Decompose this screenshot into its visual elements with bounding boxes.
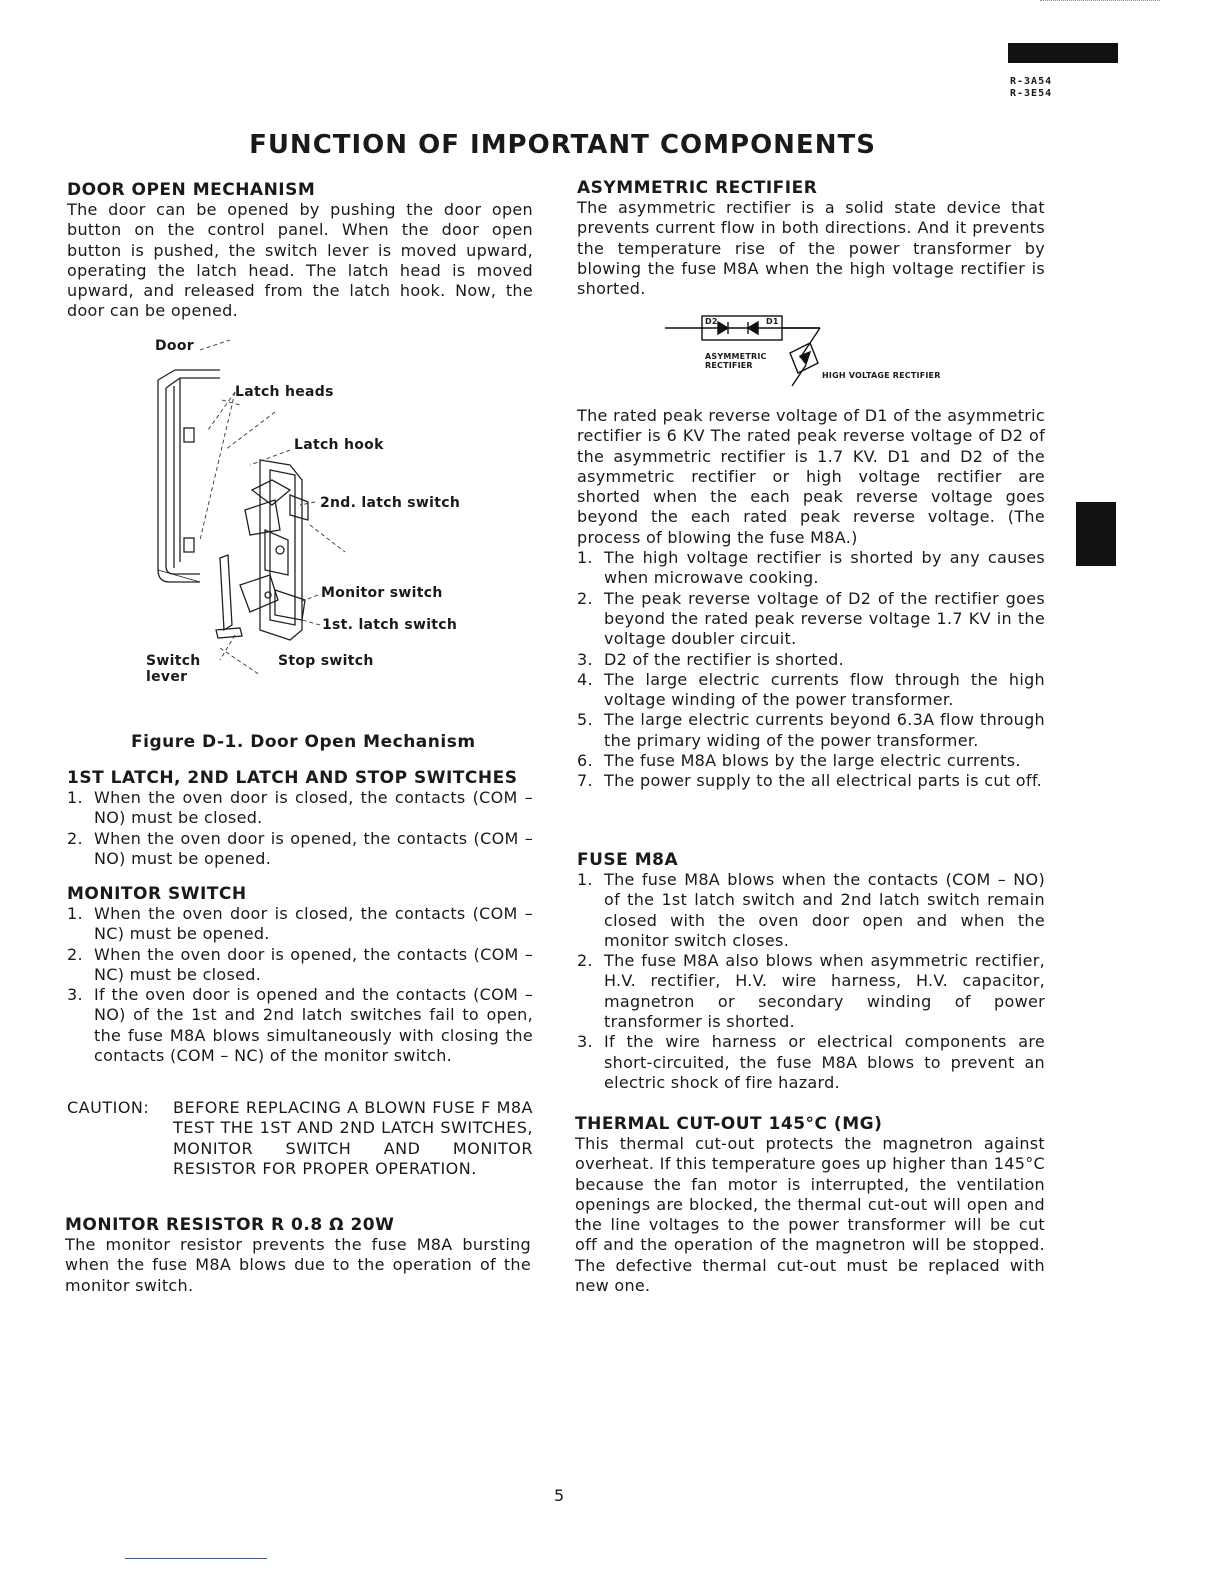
door-open-section	[67, 180, 533, 322]
page-title: FUNCTION OF IMPORTANT COMPONENTS	[249, 130, 876, 160]
model-number: R-3A54	[1010, 76, 1053, 87]
list-item: 2. The fuse M8A also blows when asymmetric rectifier, H.V. rectifier, H.V. wire harness, H.V. capacitor, magnetron or secondary winding of power transformer is shorted.	[577, 951, 1045, 1032]
figure-label-switch-lever: Switch lever	[146, 653, 201, 685]
section-text: The asymmetric rectifier is a solid state device that prevents current flow in both directions. And it prevents the temperature rise of the power transformer by blowing the fuse M8A when the high voltage rectifier is shorted.	[577, 198, 1045, 299]
list-item: 5. The large electric currents beyond 6.3A flow through the primary widing of the power transformer.	[577, 710, 1045, 750]
diagram-label-d2: D2	[705, 317, 718, 326]
rectifier-diagram	[660, 308, 980, 388]
monitor-switch-section	[67, 884, 533, 1066]
model-number: R-3E54	[1010, 88, 1053, 99]
section-text: The door can be opened by pushing the door open button on the control panel. When the door open button is pushed, the switch lever is moved upward, operating the latch head. The latch head is moved upward, and released from the latch hook. Now, the door can be opened.	[67, 200, 533, 321]
asymmetric-rectifier-section	[577, 178, 1045, 299]
page-number: 5	[554, 1486, 565, 1505]
fuse-process-list	[577, 548, 1045, 792]
list-item: 1. The fuse M8A blows when the contacts (COM – NO) of the 1st latch switch and 2nd latch switch remain closed with the oven door open and when the monitor switch closes.	[577, 870, 1045, 950]
model-numbers	[1010, 76, 1052, 100]
side-tab-marker	[1076, 502, 1116, 566]
caution-block	[67, 1098, 533, 1179]
section-heading: MONITOR SWITCH	[67, 884, 247, 904]
caution-label: CAUTION:	[67, 1098, 150, 1117]
asymmetric-rectifier-details	[577, 406, 1045, 792]
diagram-label-asymmetric: ASYMMETRIC	[705, 352, 767, 361]
figure-label-stop-switch: Stop switch	[278, 653, 374, 669]
diagram-label-d1: D1	[766, 317, 779, 326]
diagram-label-rectifier: RECTIFIER	[705, 361, 753, 370]
figure-caption: Figure D-1. Door Open Mechanism	[131, 732, 476, 752]
top-rule	[1040, 0, 1160, 1]
section-heading: ASYMMETRIC RECTIFIER	[577, 178, 818, 198]
door-mechanism-figure	[140, 330, 480, 710]
list-item: 3. If the oven door is opened and the contacts (COM – NO) of the 1st and 2nd latch switches fail to open, the fuse M8A blows simultaneously with closing the contacts (COM – NC) of the monitor switch.	[67, 985, 533, 1066]
list-item: 6. The fuse M8A blows by the large electric currents.	[577, 751, 1021, 771]
figure-label-monitor-switch: Monitor switch	[321, 585, 443, 601]
list-item: 1. When the oven door is closed, the contacts (COM – NC) must be opened.	[67, 904, 533, 944]
list-item: 7. The power supply to the all electrical parts is cut off.	[577, 771, 1042, 791]
figure-label-2nd-latch-switch: 2nd. latch switch	[320, 495, 461, 511]
list-item: 3. D2 of the rectifier is shorted.	[577, 649, 844, 669]
figure-label-latch-heads: Latch heads	[235, 384, 334, 400]
bottom-rule	[125, 1558, 267, 1559]
list-item: 3. If the wire harness or electrical components are short-circuited, the fuse M8A blows to prevent an electric shock of fire hazard.	[577, 1032, 1045, 1092]
fuse-list	[577, 870, 1045, 1093]
section-heading: DOOR OPEN MECHANISM	[67, 180, 316, 200]
list-item: 1. When the oven door is closed, the contacts (COM – NO) must be closed.	[67, 788, 533, 828]
fuse-section	[577, 850, 1045, 1093]
latch-switches-list	[67, 788, 533, 869]
section-heading: THERMAL CUT-OUT 145°C (MG)	[575, 1114, 883, 1134]
thermal-cutout-section	[575, 1114, 1045, 1296]
monitor-switch-list	[67, 904, 533, 1066]
figure-label-1st-latch-switch: 1st. latch switch	[322, 617, 458, 633]
list-item: 2. When the oven door is opened, the contacts (COM – NC) must be closed.	[67, 944, 533, 984]
section-text: The monitor resistor prevents the fuse M8A bursting when the fuse M8A blows due to the operation of the monitor switch.	[65, 1235, 531, 1295]
section-heading: 1ST LATCH, 2ND LATCH AND STOP SWITCHES	[67, 768, 518, 788]
list-item: 4. The large electric currents flow through the high voltage winding of the power transformer.	[577, 669, 1045, 710]
figure-label-door: Door	[155, 338, 194, 354]
list-item: 1. The high voltage rectifier is shorted by any causes when microwave cooking.	[577, 548, 1045, 588]
section-heading: MONITOR RESISTOR R 0.8 Ω 20W	[65, 1215, 395, 1235]
section-text: The rated peak reverse voltage of D1 of the asymmetric rectifier is 6 KV The rated peak reverse voltage of D2 of the asymmetric rectifier is 1.7 KV. D1 and D2 of the asymmetric rectifier or high voltage rectifier are shorted when the each peak reverse voltage goes beyond the each rated peak reverse voltage. (The process of blowing the fuse M8A.)	[577, 406, 1045, 547]
header-tab-marker	[1008, 43, 1118, 63]
latch-switches-section	[67, 768, 533, 869]
list-item: 2. When the oven door is opened, the contacts (COM – NO) must be opened.	[67, 828, 533, 868]
section-text: This thermal cut-out protects the magnetron against overheat. If this temperature goes up higher than 145°C because the fan motor is interrupted, the ventilation openings are blocked, the thermal cut-out will open and the line voltages to the power transformer will be cut off and the operation of the magnetron will be stopped. The defective thermal cut-out must be replaced with new one.	[575, 1134, 1045, 1296]
diagram-label-hv-rectifier: HIGH VOLTAGE RECTIFIER	[822, 371, 941, 380]
list-item: 2. The peak reverse voltage of D2 of the rectifier goes beyond the rated peak reverse voltage 1.7 KV in the voltage doubler circuit.	[577, 588, 1045, 649]
caution-text: BEFORE REPLACING A BLOWN FUSE F M8A TEST THE 1ST AND 2ND LATCH SWITCHES, MONITOR SWITCH AND MONITOR RESISTOR FOR PROPER OPERATION.	[173, 1098, 533, 1178]
monitor-resistor-section	[65, 1215, 531, 1296]
section-heading: FUSE M8A	[577, 850, 679, 870]
figure-label-latch-hook: Latch hook	[294, 437, 384, 453]
